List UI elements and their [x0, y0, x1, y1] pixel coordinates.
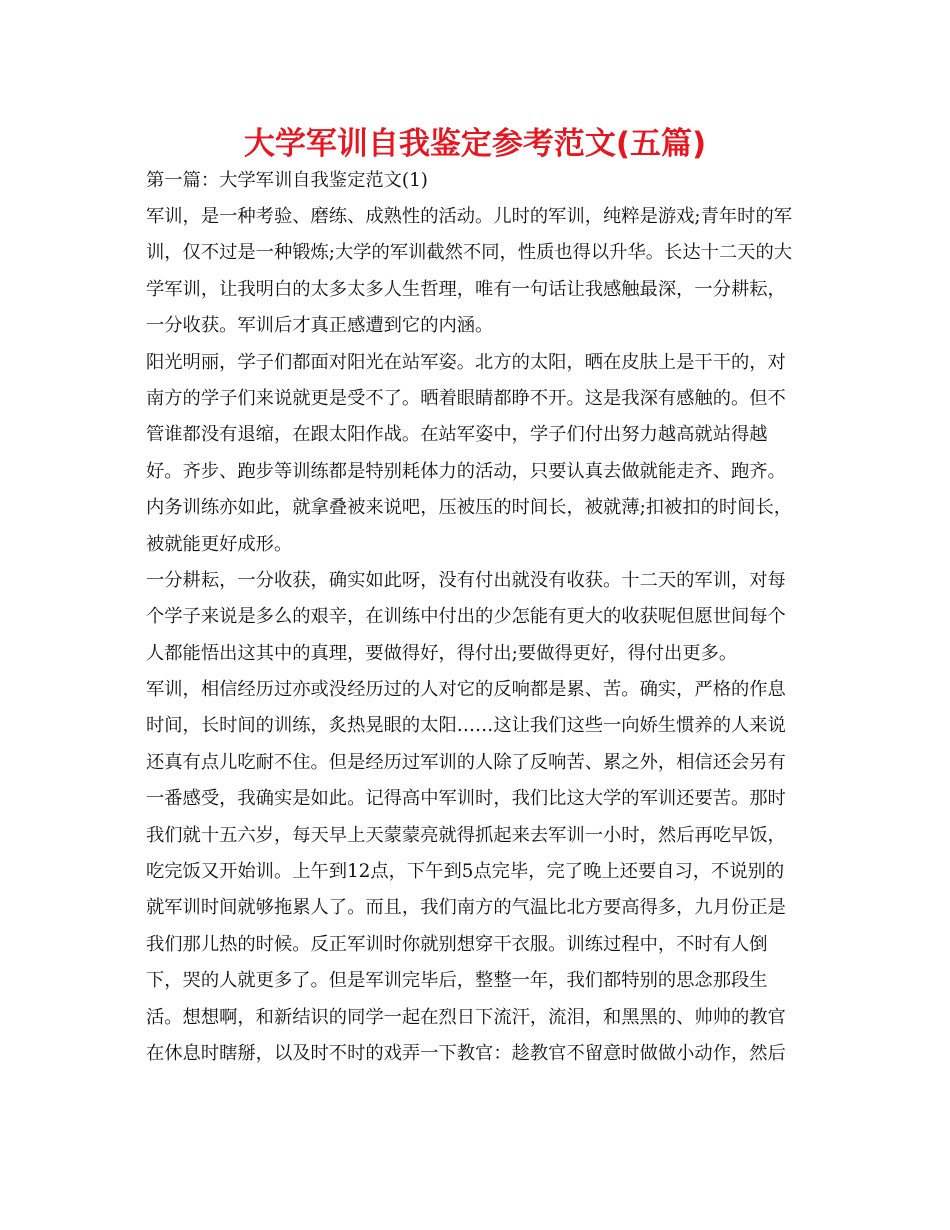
paragraph-1	[146, 199, 806, 345]
paragraph-3	[146, 563, 806, 672]
text-line: 在休息时瞎掰，以及时不时的戏弄一下教官：趁教官不留意时做做小动作，然后	[146, 1042, 786, 1064]
document-title: 大学军训自我鉴定参考范文(五篇)	[243, 126, 707, 162]
text-line: 好。齐步、跑步等训练都是特别耗体力的活动，只要认真去做就能走齐、跑齐。	[146, 460, 786, 482]
text-line: 时间，长时间的训练，炙热晃眼的太阳……这让我们这些一向娇生惯养的人来说	[146, 715, 786, 737]
text-line: 个学子来说是多么的艰辛，在训练中付出的少怎能有更大的收获呢但愿世间每个	[146, 606, 786, 628]
text-line: 军训，是一种考验、磨练、成熟性的活动。儿时的军训，纯粹是游戏;青年时的军	[146, 206, 793, 227]
text-line: 一分收获。军训后才真正感遭到它的内涵。	[146, 315, 494, 337]
text-line: 下，哭的人就更多了。但是军训完毕后，整整一年，我们都特别的思念那段生	[146, 970, 768, 992]
document-body	[146, 163, 806, 1072]
text-line: 我们那儿热的时候。反正军训时你就别想穿干衣服。训练过程中，不时有人倒	[146, 933, 768, 955]
text-line: 学军训，让我明白的太多太多人生哲理，唯有一句话让我感触最深，一分耕耘，	[146, 278, 786, 300]
text-line: 我们就十五六岁，每天早上天蒙蒙亮就得抓起来去军训一小时，然后再吃早饭，	[146, 824, 786, 846]
paragraph-4	[146, 672, 806, 1072]
text-line: 还真有点儿吃耐不住。但是经历过军训的人除了反响苦、累之外，相信还会另有	[146, 751, 786, 773]
paragraph-2	[146, 345, 806, 563]
text-line: 南方的学子们来说就更是受不了。晒着眼睛都睁不开。这是我深有感触的。但不	[146, 387, 786, 409]
text-line: 训，仅不过是一种锻炼;大学的军训截然不同，性质也得以升华。长达十二天的大	[146, 242, 793, 264]
text-line: 人都能悟出这其中的真理，要做得好，得付出;要做得更好，得付出更多。	[146, 642, 738, 664]
text-line: 活。想想啊，和新结识的同学一起在烈日下流汗，流泪，和黑黑的、帅帅的教官	[146, 1006, 786, 1028]
text-line: 吃完饭又开始训。上午到12点，下午到5点完毕，完了晚上还要自习，不说别的	[146, 861, 785, 883]
text-line: 就军训时间就够拖累人了。而且，我们南方的气温比北方要高得多，九月份正是	[146, 897, 786, 919]
text-line: 管谁都没有退缩，在跟太阳作战。在站军姿中，学子们付出努力越高就站得越	[146, 424, 768, 446]
text-line: 被就能更好成形。	[146, 533, 293, 555]
text-line: 阳光明丽，学子们都面对阳光在站军姿。北方的太阳，晒在皮肤上是干干的，对	[146, 351, 786, 373]
text-line: 一番感受，我确实是如此。记得高中军训时，我们比这大学的军训还要苦。那时	[146, 788, 786, 810]
text-line: 内务训练亦如此，就拿叠被来说吧，压被压的时间长，被就薄;扣被扣的时间长，	[146, 497, 793, 519]
text-line: 军训，相信经历过亦或没经历过的人对它的反响都是累、苦。确实，严格的作息	[146, 679, 786, 701]
section-heading: 第一篇：大学军训自我鉴定范文(1)	[146, 170, 428, 191]
text-line: 一分耕耘，一分收获，确实如此呀，没有付出就没有收获。十二天的军训，对每	[146, 569, 786, 591]
